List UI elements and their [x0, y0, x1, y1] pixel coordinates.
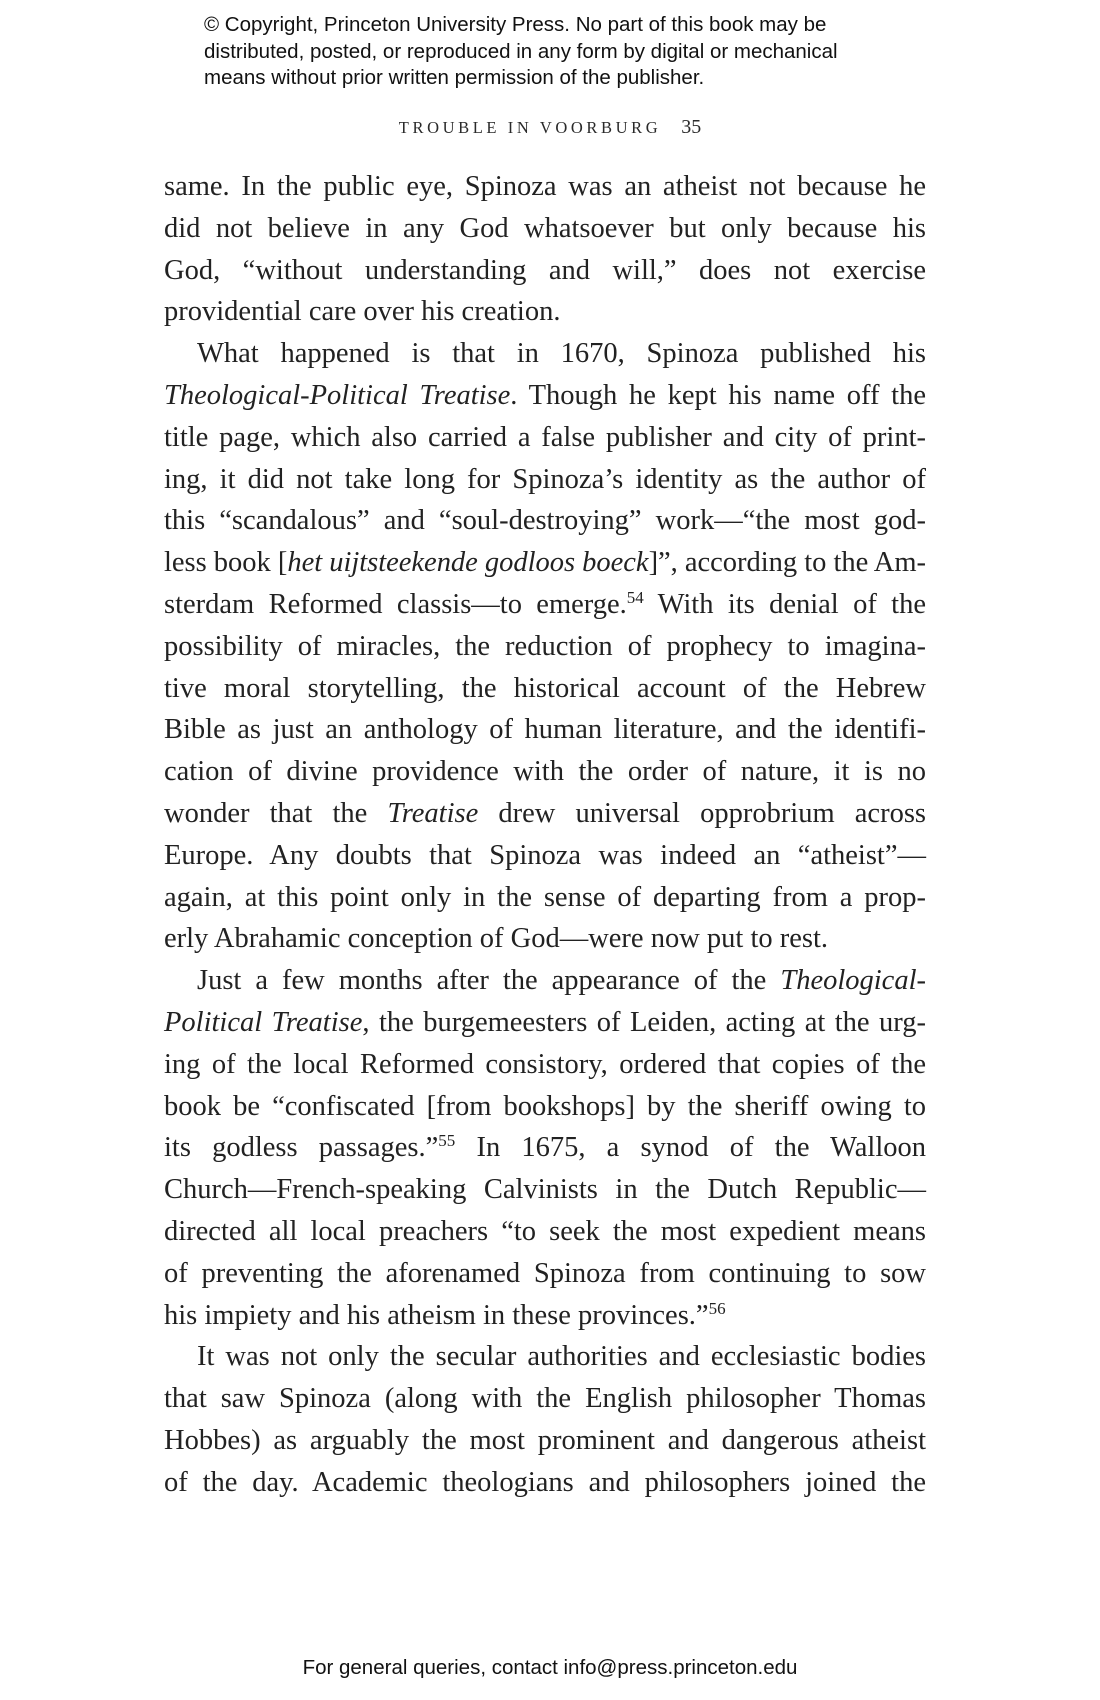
text-line: its godless passages.”$^{55}$ In 1675, a synod of the Walloon [164, 1131, 926, 1164]
text-line: providential care over his creation. [164, 296, 561, 328]
treatise-italic: Treatise [387, 797, 479, 829]
text-line: Church—French-speaking Calvinists in the Dutch Republic— [164, 1174, 926, 1206]
text-line: cation of divine providence with the order of nature, it is no [164, 756, 926, 788]
footer-contact: For general queries, contact info@press.princeton.edu [302, 1656, 798, 1679]
footnote-ref-54[interactable]: 54 [626, 587, 644, 607]
copyright-line: means without prior written permission of the publisher. [204, 66, 705, 89]
text-line: Europe. Any doubts that Spinoza was indeed an “atheist”— [164, 839, 926, 871]
copyright-line: distributed, posted, or reproduced in any form by digital or mechanical [204, 39, 838, 63]
text-line: of the day. Academic theologians and philosophers joined the [164, 1466, 926, 1498]
text-line: did not believe in any God whatsoever but only because his [164, 212, 926, 244]
text-line: possibility of miracles, the reduction of prophecy to imagina- [164, 630, 926, 662]
text-line: directed all local preachers “to seek the most expedient means [164, 1215, 926, 1247]
chapter-title: TROUBLE IN VOORBURG [398, 118, 662, 137]
book-title-italic: Political Treatise [164, 1006, 363, 1038]
text-line: erly Abrahamic conception of God—were now put to rest. [164, 923, 829, 955]
dutch-quote-italic: het uijtsteekende godloos boeck [287, 547, 649, 579]
paragraph-start-line: What happened is that in 1670, Spinoza published his [197, 338, 926, 370]
text-line: same. In the public eye, Spinoza was an atheist not because he [164, 171, 926, 202]
text-line: his impiety and his atheism in these provinces.”$^{56}$ [164, 1298, 726, 1331]
text-line: Hobbes) as arguably the most prominent and dangerous atheist [164, 1424, 926, 1456]
text-line: that saw Spinoza (along with the English philosopher Thomas [164, 1383, 926, 1415]
text-line: Political Treatise, the burgemeesters of Leiden, acting at the urg- [164, 1006, 926, 1038]
footnote-ref-56[interactable]: 56 [708, 1298, 726, 1318]
book-title-italic: Theological-Political Treatise [164, 379, 511, 411]
text-line: Theological-Political Treatise. Though he kept his name off the [164, 379, 926, 411]
paragraph-start-line: It was not only the secular authorities and ecclesiastic bodies [197, 1341, 926, 1373]
running-head [0, 116, 1100, 139]
text-line: tive moral storytelling, the historical account of the Hebrew [164, 672, 926, 704]
text-line: less book [het uijtsteekende godloos boeck]”, according to the Am- [164, 547, 926, 579]
copyright-notice [204, 12, 924, 92]
body-text [164, 166, 926, 1504]
text-line: of preventing the aforenamed Spinoza from continuing to sow [164, 1257, 926, 1289]
text-line: again, at this point only in the sense of departing from a prop- [164, 881, 926, 913]
text-line: wonder that the Treatise drew universal opprobrium across [164, 797, 926, 829]
text-line: ing, it did not take long for Spinoza’s identity as the author of [164, 463, 926, 495]
text-line: title page, which also carried a false publisher and city of print- [164, 421, 926, 453]
text-line: Bible as just an anthology of human literature, and the identifi- [164, 714, 926, 746]
paragraph-start-line: Just a few months after the appearance of the Theological- [197, 965, 926, 997]
text-line: sterdam Reformed classis—to emerge.$^{54}$ With its denial of the [164, 587, 926, 620]
text-line: God, “without understanding and will,” does not exercise [164, 254, 926, 286]
text-line: this “scandalous” and “soul-destroying” work—“the most god- [164, 505, 926, 537]
footnote-ref-55[interactable]: 55 [438, 1131, 456, 1151]
page-number: 35 [681, 116, 702, 138]
text-line: ing of the local Reformed consistory, ordered that copies of the [164, 1048, 926, 1080]
text-line: book be “confiscated [from bookshops] by the sheriff owing to [164, 1090, 926, 1122]
book-title-italic: Theological- [780, 965, 926, 997]
copyright-line: © Copyright, Princeton University Press. No part of this book may be [204, 13, 827, 36]
